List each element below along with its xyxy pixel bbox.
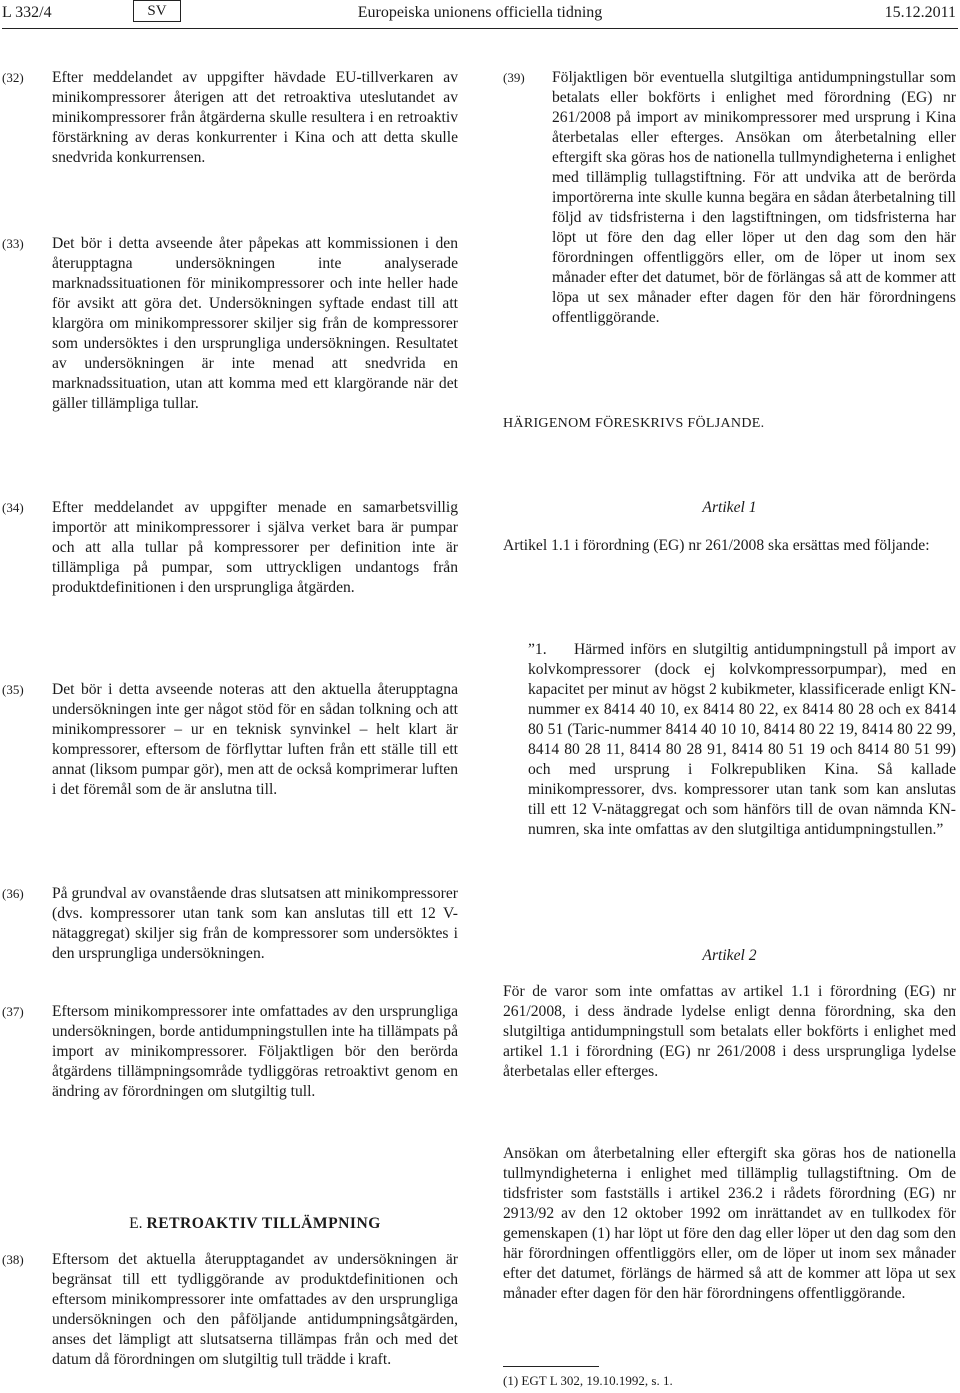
paragraph-number: (38) [2, 1252, 24, 1267]
enacting-formula: HÄRIGENOM FÖRESKRIVS FÖLJANDE. [503, 416, 765, 431]
paragraph-number: (36) [2, 886, 24, 901]
paragraph-36: På grundval av ovanstående dras slutsatsen att minikompressorer (dvs. kompressorer utan tank som kan anslutas till ett 12 V-nätaggregat) skiljer sig från de kompressorer som undersöktes i den ursprungliga undersökningen. [52, 885, 458, 962]
paragraph-number: (33) [2, 236, 24, 251]
article-2-paragraph-1: För de varor som inte omfattas av artikel 1.1 i förordning (EG) nr 261/2008, i dess ändrade lydelse enligt denna förordning, ska den slutgiltiga antidumpningstull som betalats eller bokförts i enlighet med artikel 1.1 i förordning (EG) nr 261/2008 i dess ursprungliga lydelse återbetalas eller efterges. [503, 983, 956, 1080]
footnote-rule [503, 1366, 599, 1367]
article-1-title: Artikel 1 [702, 499, 757, 516]
paragraph-37: Eftersom minikompressorer inte omfattades av den ursprungliga undersökningen, borde antidumpningstullen inte ha tillämpats på import av minikompressorer. Följaktligen bör den berörda åtgärdens tillämpningsområde tydliggöras retroaktivt genom en ändring av förordningen om slutgiltig tull. [52, 1003, 458, 1100]
paragraph-39: Följaktligen bör eventuella slutgiltiga antidumpningstullar som betalats eller bokförts i enlighet med förordning (EG) nr 261/2008 på import av minikompressorer med ursprung i Kina återbetalas eller efterges. Ansökan om återbetalning eller eftergift ska göras hos de nationella tullmyndigheterna i enlighet med tillämplig tullagstiftning. För att undvika att de berörda importörerna inte skulle kunna begära en sådan återbetalning till följd av tidsfristerna i den lagstiftningen, om tidsfristerna har löpt ut före den dag eller löper ut den dag som den här förordningen offentliggörs eller, om de löper ut inom sex månader efter det datumet, bör de förlängas så att de kommer att löpa ut sex månader efter dagen för den här förordningens offentliggörande. [552, 69, 956, 326]
paragraph-number: (34) [2, 500, 24, 515]
paragraph-number: (39) [503, 70, 525, 85]
article-2-paragraph-2: Ansökan om återbetalning eller eftergift ska göras hos de nationella tullmyndigheterna i enlighet med tillämplig tullagstiftning. Om de tidsfrister som fastställs i artikel 236.2 i rådets förordning (EG) nr 2913/92 av den 12 oktober 1992 om inrättandet av en tullkodex för gemenskapen (1) har löpt ut före den dag eller löper ut den dag som den här förordningen offentliggörs eller, om de löper ut inom sex månader efter det datumet, förlängs de härmed så att de kommer att löpa ut sex månader efter dagen för den här förordningens offentliggörande. [503, 1145, 956, 1302]
header-rule [2, 28, 958, 29]
journal-title: Europeiska unionens officiella tidning [357, 4, 603, 21]
section-heading [52, 1214, 458, 1234]
page-reference: L 332/4 [2, 4, 52, 21]
quote-number: ”1. [528, 641, 547, 658]
article-1-intro: Artikel 1.1 i förordning (EG) nr 261/2008 ska ersättas med följande: [503, 537, 930, 554]
paragraph-33: Det bör i detta avseende åter påpekas att kommissionen i den återupptagna undersökningen inte analyserade marknadssituationen för minikompressorer och inte heller hade för avsikt att göra det. Undersökningen syftade endast till att klargöra om minikompressorer skiljer sig från de kompressorer som undersöktes i den ursprungliga undersökningen. Resultatet av undersökningen är inte menad att snedvrida en marknadssituation, utan att komma med ett klargörande när det gäller tillämpliga tullar. [52, 235, 458, 412]
paragraph-35: Det bör i detta avseende noteras att den aktuella återupptagna undersökningen inte ger något stöd för en sådan tolkning och att minikompressorer – ur en teknisk synvinkel – helt klart är kompressorer, eftersom de förflyttar luften från ett ställe till ett annat (liksom pumpar gör), men att de också komprimerar luften i det föremål som de är anslutna till. [52, 681, 458, 798]
paragraph-38: Eftersom det aktuella återupptagandet av undersökningen är begränsat till ett tydliggörande av produktdefinitionen och eftersom minikompressorer inte omfattades av den ursprungliga undersökningen och den påföljande antidumpningsåtgärden, anses det lämpligt att slutsatserna tillämpas från och med det datum då förordningen om slutgiltig tull trädde i kraft. [52, 1251, 458, 1368]
publication-date: 15.12.2011 [884, 4, 956, 21]
paragraph-32: Efter meddelandet av uppgifter hävdade EU-tillverkaren av minikompressorer återigen att det retroaktiva uteslutandet av minikompressorer från åtgärderna skulle resultera i en retroaktiv förstärkning av deras konkurrenter i Kina och att detta skulle snedvrida konkurrensen. [52, 69, 458, 166]
paragraph-number: (32) [2, 70, 24, 85]
paragraph-number: (35) [2, 682, 24, 697]
section-letter: E. [129, 1215, 143, 1232]
paragraph-34: Efter meddelandet av uppgifter menade en samarbetsvillig importör att minikompressorer i själva verket bara är pumpar och att alla tullar på kompressorer per definition inte är tillämpliga på pumpar, som uttryckligen undantogs från produktdefinitionen i den ursprungliga åtgärden. [52, 499, 458, 596]
article-2-title: Artikel 2 [702, 947, 757, 964]
footnote: (1) EGT L 302, 19.10.1992, s. 1. [503, 1373, 673, 1388]
article-1-quote: Härmed införs en slutgiltig antidumpningstull på import av kolvkompressorer (dock ej kolvkompressorpumpar), med en kapacitet per minut av högst 2 kubikmeter, klassificerade enligt KN-nummer ex 8414 40 10, ex 8414 80 22, ex 8414 80 28 och ex 8414 80 51 (Taric-nummer 8414 40 10 10, 8414 80 22 19, 8414 80 22 99, 8414 80 28 11, 8414 80 28 91, 8414 80 51 19 och 8414 80 51 99) och med ursprung i Folkrepubliken Kina. Så kallade minikompressorer, dvs. kompressorer utan tank som kan anslutas till ett 12 V-nätaggregat och som hänförs till de ovan nämnda KN-numren, ska inte omfattas av den slutgiltiga antidumpningstullen.” [528, 641, 956, 838]
paragraph-number: (37) [2, 1004, 24, 1019]
language-badge: SV [133, 0, 181, 22]
section-title: RETROAKTIV TILLÄMPNING [146, 1215, 381, 1232]
